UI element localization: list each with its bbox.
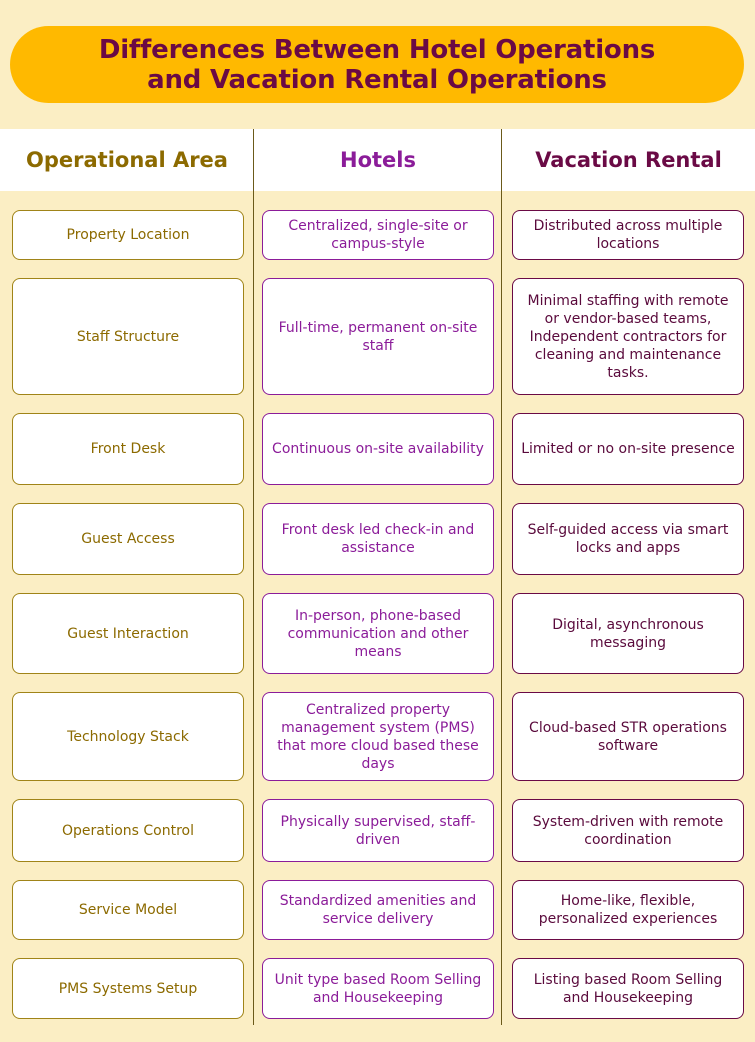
vacation-cell: Digital, asynchronous messaging	[512, 593, 744, 674]
area-cell: Service Model	[12, 880, 244, 940]
area-cell: Front Desk	[12, 413, 244, 485]
vacation-cell: Cloud-based STR operations software	[512, 692, 744, 781]
column-header-hotels: Hotels	[340, 148, 416, 172]
vacation-cell: Distributed across multiple locations	[512, 210, 744, 260]
vacation-cell: Limited or no on-site presence	[512, 413, 744, 485]
area-cell: Guest Access	[12, 503, 244, 575]
area-cell: Technology Stack	[12, 692, 244, 781]
hotels-cell: Continuous on-site availability	[262, 413, 494, 485]
page-title	[99, 35, 655, 95]
table-row	[0, 413, 755, 485]
hotels-cell: Physically supervised, staff-driven	[262, 799, 494, 862]
area-cell: Guest Interaction	[12, 593, 244, 674]
table-row	[0, 958, 755, 1019]
vacation-cell: System-driven with remote coordination	[512, 799, 744, 862]
area-cell: Operations Control	[12, 799, 244, 862]
hotels-cell: Standardized amenities and service delivery	[262, 880, 494, 940]
table-row	[0, 880, 755, 940]
table-row	[0, 593, 755, 674]
vacation-cell: Listing based Room Selling and Housekeeping	[512, 958, 744, 1019]
column-header-vacation-rental: Vacation Rental	[535, 148, 722, 172]
area-cell: PMS Systems Setup	[12, 958, 244, 1019]
title-line-1: Differences Between Hotel Operations	[98, 34, 656, 65]
hotels-cell: Unit type based Room Selling and Housekeeping	[262, 958, 494, 1019]
vacation-cell: Self-guided access via smart locks and apps	[512, 503, 744, 575]
table-row	[0, 692, 755, 781]
area-cell: Staff Structure	[12, 278, 244, 395]
hotels-cell: Front desk led check-in and assistance	[262, 503, 494, 575]
table-row	[0, 210, 755, 260]
hotels-cell: Centralized property management system (PMS) that more cloud based these days	[262, 692, 494, 781]
title-banner	[10, 26, 744, 103]
vacation-cell: Minimal staffing with remote or vendor-based teams, Independent contractors for cleaning and maintenance tasks.	[512, 278, 744, 395]
table-row	[0, 278, 755, 395]
column-header-operational-area: Operational Area	[26, 148, 228, 172]
hotels-cell: In-person, phone-based communication and other means	[262, 593, 494, 674]
area-cell: Property Location	[12, 210, 244, 260]
hotels-cell: Full-time, permanent on-site staff	[262, 278, 494, 395]
vacation-cell: Home-like, flexible, personalized experiences	[512, 880, 744, 940]
table-row	[0, 503, 755, 575]
title-line-2: and Vacation Rental Operations	[147, 64, 607, 95]
table-row	[0, 799, 755, 862]
hotels-cell: Centralized, single-site or campus-style	[262, 210, 494, 260]
